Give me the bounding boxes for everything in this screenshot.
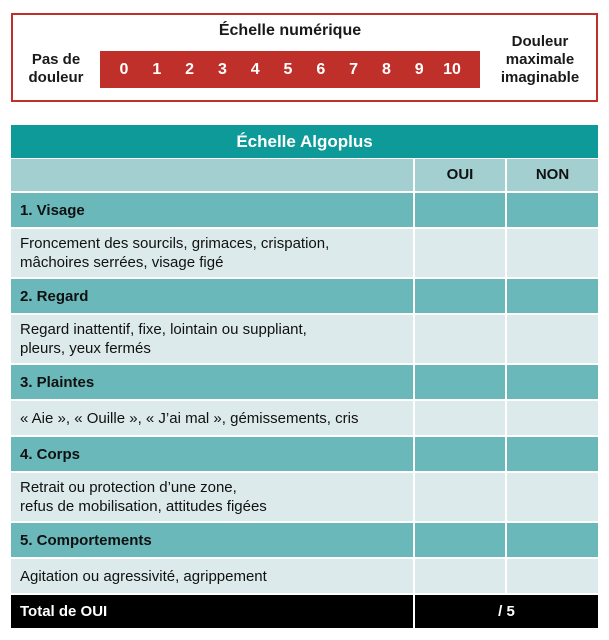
section-label: 1. Visage [20, 201, 85, 219]
description-cell [11, 401, 413, 435]
section-label: 5. Comportements [20, 531, 152, 549]
scale-value-5[interactable]: 5 [283, 61, 293, 78]
non-empty-cell [507, 315, 598, 363]
scale-value-0[interactable]: 0 [119, 61, 129, 78]
non-empty-cell [507, 473, 598, 521]
column-header-oui: OUI [446, 166, 474, 183]
description-row-corps [11, 473, 598, 521]
description-text: Regard inattentif, fixe, lointain ou suppliant, pleurs, yeux fermés [20, 321, 307, 357]
description-cell [11, 229, 413, 277]
header-empty-cell [11, 159, 413, 191]
numeric-scale-bar [100, 51, 480, 88]
description-text: Froncement des sourcils, grimaces, crispation, mâchoires serrées, visage figé [20, 235, 330, 271]
total-label-cell [11, 595, 413, 628]
scale-value-3[interactable]: 3 [217, 61, 227, 78]
header-non-cell [507, 159, 598, 191]
description-text: « Aie », « Ouille », « J’ai mal », gémissements, cris [20, 409, 359, 427]
section-row-regard [11, 279, 598, 313]
max-pain-label-line3: imaginable [500, 69, 580, 86]
description-cell [11, 473, 413, 521]
no-pain-label [18, 51, 94, 87]
oui-checkbox-cell[interactable] [415, 365, 505, 399]
no-pain-label-line1: Pas de [31, 51, 81, 68]
non-checkbox-cell[interactable] [507, 279, 598, 313]
section-label: 3. Plaintes [20, 373, 95, 391]
non-checkbox-cell[interactable] [507, 193, 598, 227]
total-value: / 5 [498, 603, 515, 620]
section-label: 4. Corps [20, 445, 81, 463]
description-row-comportements [11, 559, 598, 593]
description-row-visage [11, 229, 598, 277]
description-cell [11, 315, 413, 363]
section-row-comportements [11, 523, 598, 557]
non-checkbox-cell[interactable] [507, 523, 598, 557]
non-checkbox-cell[interactable] [507, 437, 598, 471]
scale-value-8[interactable]: 8 [381, 61, 391, 78]
column-header-non: NON [535, 166, 570, 183]
scale-value-7[interactable]: 7 [349, 61, 359, 78]
oui-empty-cell [415, 401, 505, 435]
total-value-cell[interactable] [415, 595, 598, 628]
oui-empty-cell [415, 559, 505, 593]
description-text: Retrait ou protection d’une zone, refus de mobilisation, attitudes figées [20, 479, 267, 515]
scale-value-6[interactable]: 6 [316, 61, 326, 78]
oui-checkbox-cell[interactable] [415, 437, 505, 471]
algoplus-title: Échelle Algoplus [11, 125, 598, 158]
description-row-regard [11, 315, 598, 363]
total-label: Total de OUI [20, 603, 108, 620]
max-pain-label-line1: Douleur [511, 33, 569, 50]
section-row-plaintes [11, 365, 598, 399]
non-checkbox-cell[interactable] [507, 365, 598, 399]
description-cell [11, 559, 413, 593]
non-empty-cell [507, 229, 598, 277]
section-label-cell [11, 365, 413, 399]
section-label-cell [11, 279, 413, 313]
header-oui-cell [415, 159, 505, 191]
oui-checkbox-cell[interactable] [415, 193, 505, 227]
oui-checkbox-cell[interactable] [415, 523, 505, 557]
scale-value-10[interactable]: 10 [443, 61, 461, 78]
description-row-plaintes [11, 401, 598, 435]
scale-value-9[interactable]: 9 [414, 61, 424, 78]
numeric-scale-title: Échelle numérique [218, 22, 362, 39]
oui-empty-cell [415, 315, 505, 363]
non-empty-cell [507, 401, 598, 435]
oui-empty-cell [415, 229, 505, 277]
description-text: Agitation ou agressivité, agrippement [20, 567, 267, 585]
max-pain-label-line2: maximale [505, 51, 575, 68]
oui-checkbox-cell[interactable] [415, 279, 505, 313]
scale-value-2[interactable]: 2 [185, 61, 195, 78]
total-row [11, 595, 598, 628]
section-label-cell [11, 437, 413, 471]
section-label-cell [11, 523, 413, 557]
oui-empty-cell [415, 473, 505, 521]
section-row-corps [11, 437, 598, 471]
section-label: 2. Regard [20, 287, 89, 305]
scale-value-4[interactable]: 4 [250, 61, 260, 78]
section-label-cell [11, 193, 413, 227]
scale-value-1[interactable]: 1 [152, 61, 162, 78]
table-header-row [11, 159, 598, 191]
non-empty-cell [507, 559, 598, 593]
max-pain-label [482, 33, 598, 87]
section-row-visage [11, 193, 598, 227]
no-pain-label-line2: douleur [28, 69, 84, 86]
